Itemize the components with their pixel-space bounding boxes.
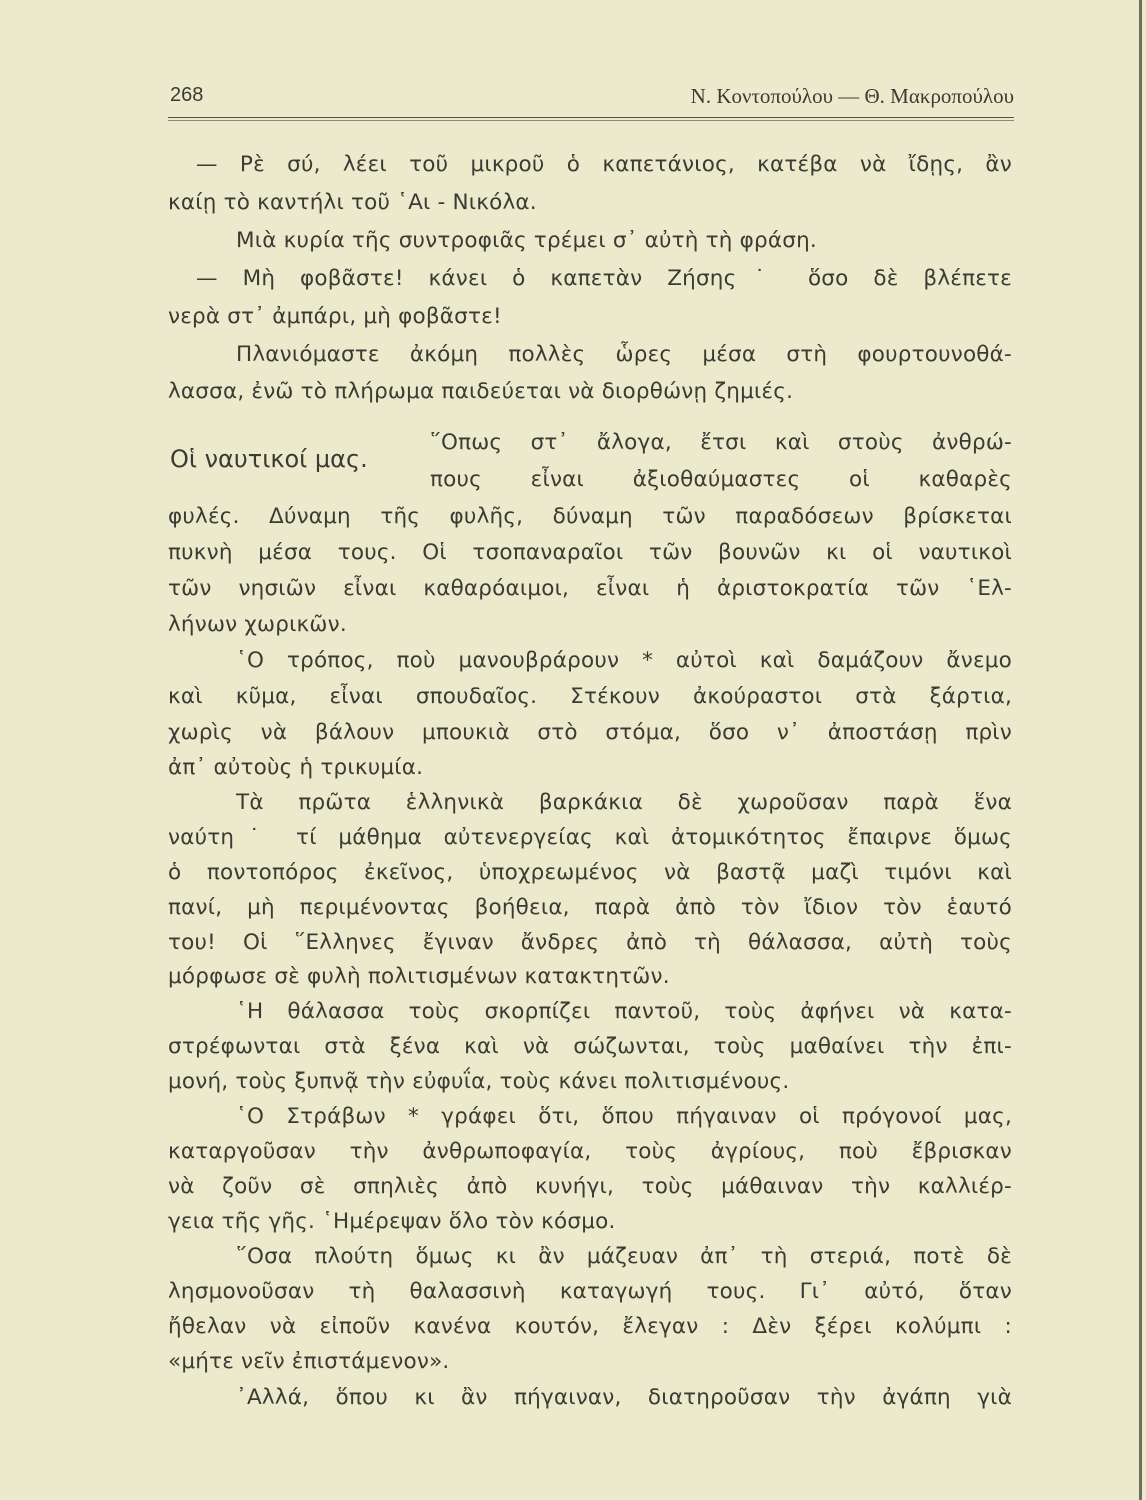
text-line: ῾Ο Στράβων * γράφει ὅτι, ὅπου πήγαιναν οἱ πρόγονοί μας, bbox=[236, 1104, 1012, 1129]
text-line: γεια τῆς γῆς. ῾Ημέρεψαν ὅλο τὸν κόσμο. bbox=[168, 1209, 616, 1234]
text-line: «μήτε νεῖν ἐπιστάμενον». bbox=[168, 1349, 450, 1374]
text-line: ῞Οσα πλούτη ὅμως κι ἂν μάζευαν ἀπ᾽ τὴ στεριά, ποτὲ δὲ bbox=[236, 1244, 1012, 1269]
text-line: Τὰ πρῶτα ἑλληνικὰ βαρκάκια δὲ χωροῦσαν παρὰ ἕνα bbox=[236, 790, 1012, 815]
text-line: μονή, τοὺς ξυπνᾷ τὴν εὐφυΐα, τοὺς κάνει πολιτισμένους. bbox=[168, 1069, 790, 1094]
section-side-heading: Οἱ ναυτικοί μας. bbox=[170, 445, 368, 473]
text-line: λήνων χωρικῶν. bbox=[168, 612, 347, 637]
text-line: ἤθελαν νὰ εἰποῦν κανένα κουτόν, ἔλεγαν : Δὲν ξέρει κολύμπι : bbox=[168, 1314, 1012, 1339]
text-line: καὶ κῦμα, εἶναι σπουδαῖος. Στέκουν ἀκούραστοι στὰ ξάρτια, bbox=[168, 684, 1012, 709]
text-line: νὰ ζοῦν σὲ σπηλιὲς ἀπὸ κυνήγι, τοὺς μάθαιναν τὴν καλλιέρ- bbox=[168, 1174, 1012, 1199]
text-line: ἀπ᾽ αὐτοὺς ἡ τρικυμία. bbox=[168, 755, 424, 780]
text-line: πους εἶναι ἀξιοθαύμαστες οἱ καθαρὲς bbox=[430, 467, 1012, 492]
text-line: λησμονοῦσαν τὴ θαλασσινὴ καταγωγή τους. Γι᾽ αὐτό, ὅταν bbox=[168, 1279, 1012, 1304]
text-line: πανί, μὴ περιμένοντας βοήθεια, παρὰ ἀπὸ τὸν ἴδιον τὸν ἑαυτό bbox=[168, 895, 1012, 920]
text-line: ῾Ο τρόπος, ποὺ μανουβράρουν * αὐτοὶ καὶ δαμάζουν ἄνεμο bbox=[236, 648, 1012, 673]
text-line: του! Οἱ ῞Ελληνες ἔγιναν ἄνδρες ἀπὸ τὴ θάλασσα, αὐτὴ τοὺς bbox=[168, 930, 1012, 955]
running-head: Ν. Κοντοπούλου — Θ. Μακροπούλου bbox=[690, 84, 1014, 108]
text-line: καταργοῦσαν τὴν ἀνθρωποφαγία, τοὺς ἀγρίους, ποὺ ἔβρισκαν bbox=[168, 1139, 1012, 1164]
text-line: — Ρὲ σύ, λέει τοῦ μικροῦ ὁ καπετάνιος, κατέβα νὰ ἴδῃς, ἂν bbox=[196, 152, 1012, 177]
text-line: ῾Η θάλασσα τοὺς σκορπίζει παντοῦ, τοὺς ἀφήνει νὰ κατα- bbox=[236, 999, 1012, 1024]
header-rule bbox=[168, 117, 1014, 118]
text-line: τῶν νησιῶν εἶναι καθαρόαιμοι, εἶναι ἡ ἀριστοκρατία τῶν ῾Ελ- bbox=[168, 576, 1012, 601]
text-line: πυκνὴ μέσα τους. Οἱ τσοπαναραῖοι τῶν βουνῶν κι οἱ ναυτικοὶ bbox=[168, 540, 1012, 565]
text-line: λασσα, ἐνῶ τὸ πλήρωμα παιδεύεται νὰ διορθώνῃ ζημιές. bbox=[168, 379, 794, 404]
page-edge bbox=[1139, 0, 1142, 1500]
text-line: Μιὰ κυρία τῆς συντροφιᾶς τρέμει σ᾽ αὐτὴ τὴ φράση. bbox=[236, 228, 817, 253]
text-line: — Μὴ φοβᾶστε! κάνει ὁ καπετὰν Ζήσης˙ ὅσο δὲ βλέπετε bbox=[196, 266, 1012, 291]
text-line: μόρφωσε σὲ φυλὴ πολιτισμένων κατακτητῶν. bbox=[168, 964, 670, 989]
text-line: στρέφωνται στὰ ξένα καὶ νὰ σώζωνται, τοὺς μαθαίνει τὴν ἐπι- bbox=[168, 1034, 1012, 1059]
text-line: καίῃ τὸ καντήλι τοῦ ῾Αι - Νικόλα. bbox=[168, 190, 537, 215]
text-line: χωρὶς νὰ βάλουν μπουκιὰ στὸ στόμα, ὅσο ν᾽ ἀποστάσῃ πρὶν bbox=[168, 720, 1012, 745]
text-line: φυλές. Δύναμη τῆς φυλῆς, δύναμη τῶν παραδόσεων βρίσκεται bbox=[168, 504, 1012, 529]
text-line: Πλανιόμαστε ἀκόμη πολλὲς ὧρες μέσα στὴ φουρτουνοθά- bbox=[236, 342, 1012, 367]
header-rule bbox=[168, 120, 1014, 121]
page-number: 268 bbox=[170, 84, 204, 106]
text-line: ναύτη˙ τί μάθημα αὐτενεργείας καὶ ἀτομικότητος ἔπαιρνε ὅμως bbox=[168, 825, 1012, 850]
text-line: ῞Οπως στ᾽ ἄλογα, ἔτσι καὶ στοὺς ἀνθρώ- bbox=[430, 430, 1012, 455]
text-line: ᾿Αλλά, ὅπου κι ἂν πήγαιναν, διατηροῦσαν τὴν ἀγάπη γιὰ bbox=[236, 1385, 1012, 1410]
text-line: ὁ ποντοπόρος ἐκεῖνος, ὑποχρεωμένος νὰ βαστᾷ μαζὶ τιμόνι καὶ bbox=[168, 860, 1012, 885]
text-line: νερὰ στ᾽ ἀμπάρι, μὴ φοβᾶστε! bbox=[168, 304, 502, 329]
